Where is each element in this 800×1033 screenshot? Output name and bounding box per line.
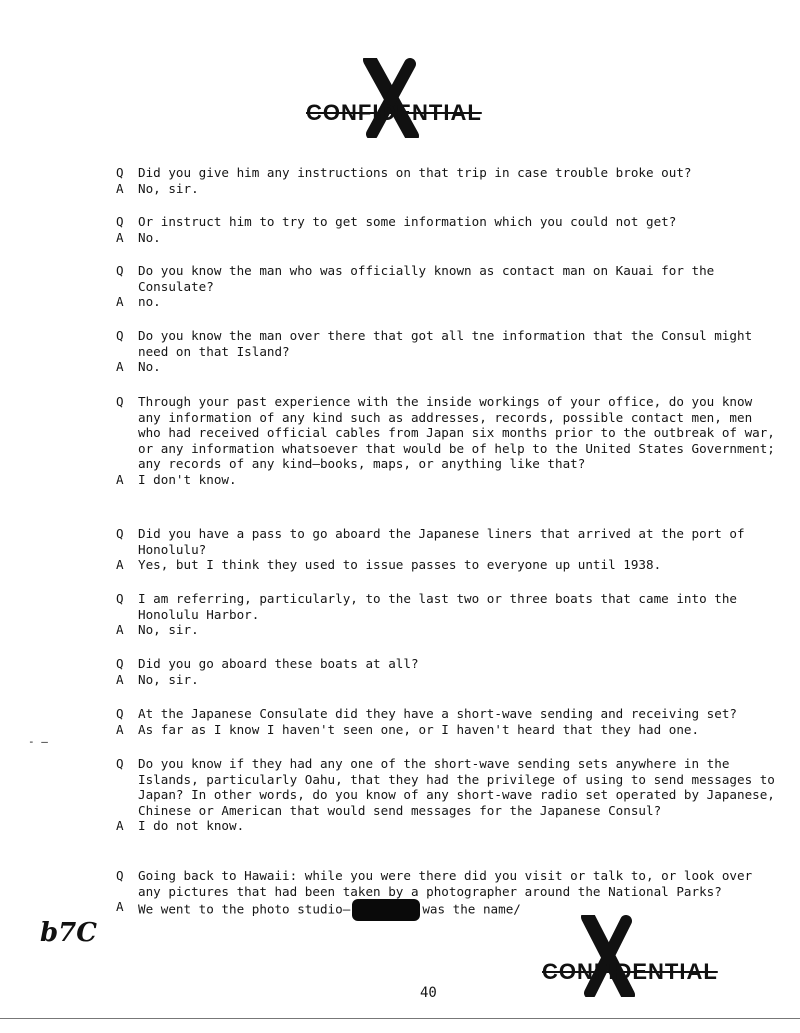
- qa-block: Q Did you have a pass to go aboard the Japanese liners that arrived at the port of Honolulu? A Yes, but I think they used to issue passes to everyone up until 1938.: [116, 526, 776, 573]
- question-text: Going back to Hawaii: while you were there did you visit or talk to, or look over any pictures that had been taken by a photographer around the National Parks?: [138, 868, 753, 899]
- scan-edge-line: [0, 1018, 800, 1019]
- qa-block: Q Do you know if they had any one of the short-wave sending sets anywhere in the Islands, particularly Oahu, that they had the privilege of using to send messages to Japan? In other words, do you know of any short-wave radio set operated by Japanese, Chinese or American that would send messages for the Japanese Consul? A I do not know.: [116, 756, 775, 833]
- page-number: 40: [420, 985, 437, 1001]
- question-text: Or instruct him to try to get some information which you could not get?: [138, 214, 677, 229]
- redaction-block: [352, 899, 420, 921]
- margin-mark: - —: [28, 735, 48, 748]
- question-text: Do you know the man who was officially known as contact man on Kauai for the Consulate?: [138, 263, 715, 294]
- qa-block: Q Did you give him any instructions on that trip in case trouble broke out? A No, sir.: [116, 165, 776, 196]
- qa-block: Q At the Japanese Consulate did they have a short-wave sending and receiving set? A As far as I know I haven't seen one, or I haven't heard that they had one.: [116, 706, 776, 737]
- stamp-text: CONFIDENTIAL: [542, 959, 718, 984]
- answer-text: I don't know.: [138, 471, 237, 487]
- answer-text: No, sir.: [138, 622, 199, 637]
- answer-text: No, sir.: [138, 671, 199, 687]
- stamp-text: CONFIDENTIAL: [306, 100, 482, 125]
- question-text: Through your past experience with the inside workings of your office, do you know any information of any kind such as addresses, records, possible contact men, men who had received official cables from Japan six months prior to the outbreak of war, or any information whatsoever that would be of help to the United States Government; any records of any kind—books, maps, or anything like that?: [138, 394, 775, 471]
- answer-text: No.: [138, 229, 161, 245]
- qa-block: Q Did you go aboard these boats at all? A No, sir.: [116, 656, 776, 687]
- answer-text: no.: [138, 294, 161, 309]
- question-text: Did you give him any instructions on that trip in case trouble broke out?: [138, 165, 692, 180]
- question-text: I am referring, particularly, to the last two or three boats that came into the Honolulu Harbor.: [138, 591, 737, 622]
- confidential-stamp-top: [300, 58, 482, 138]
- confidential-stamp-bottom: [536, 915, 718, 997]
- answer-text: Yes, but I think they used to issue passes to everyone up until 1938.: [138, 557, 662, 572]
- question-text: Do you know if they had any one of the short-wave sending sets anywhere in the Islands, particularly Oahu, that they had the privilege of using to send messages to Japan? In other words, do you know of any short-wave radio set operated by Japanese, Chinese or American that would send messages for the Japanese Consul?: [138, 756, 775, 818]
- qa-block: Q Through your past experience with the inside workings of your office, do you know any information of any kind such as addresses, records, possible contact men, men who had received official cables from Japan six months prior to the outbreak of war, or any information whatsoever that would be of help to the United States Government; any records of any kind—books, maps, or anything like that? A I don't know.: [116, 394, 775, 487]
- qa-block: Q Do you know the man who was officially known as contact man on Kauai for the Consulate? A no.: [116, 263, 776, 310]
- qa-block: Q Going back to Hawaii: while you were there did you visit or talk to, or look over any pictures that had been taken by a photographer around the National Parks? A We went to the photo studio— was the name/: [116, 868, 776, 921]
- answer-text: As far as I know I haven't seen one, or I haven't heard that they had one.: [138, 721, 700, 737]
- question-text: Do you know the man over there that got all tne information that the Consul might need on that Island?: [138, 328, 753, 359]
- question-text: Did you have a pass to go aboard the Japanese liners that arrived at the port of Honolulu?: [138, 526, 745, 557]
- answer-text-end: was the name/: [422, 901, 521, 917]
- qa-block: Q I am referring, particularly, to the last two or three boats that came into the Honolulu Harbor. A No, sir.: [116, 591, 776, 638]
- qa-block: Q Or instruct him to try to get some information which you could not get? A No.: [116, 214, 776, 245]
- question-text: At the Japanese Consulate did they have a short-wave sending and receiving set?: [138, 706, 737, 721]
- answer-text-start: We went to the photo studio—: [138, 901, 351, 917]
- answer-text: No.: [138, 359, 161, 374]
- answer-text: No, sir.: [138, 180, 199, 196]
- margin-handwritten-note: b7C: [40, 918, 97, 948]
- x-mark-icon: [300, 58, 475, 138]
- question-text: Did you go aboard these boats at all?: [138, 656, 419, 671]
- answer-text: I do not know.: [138, 818, 245, 833]
- qa-block: Q Do you know the man over there that got all tne information that the Consul might need on that Island? A No.: [116, 328, 776, 375]
